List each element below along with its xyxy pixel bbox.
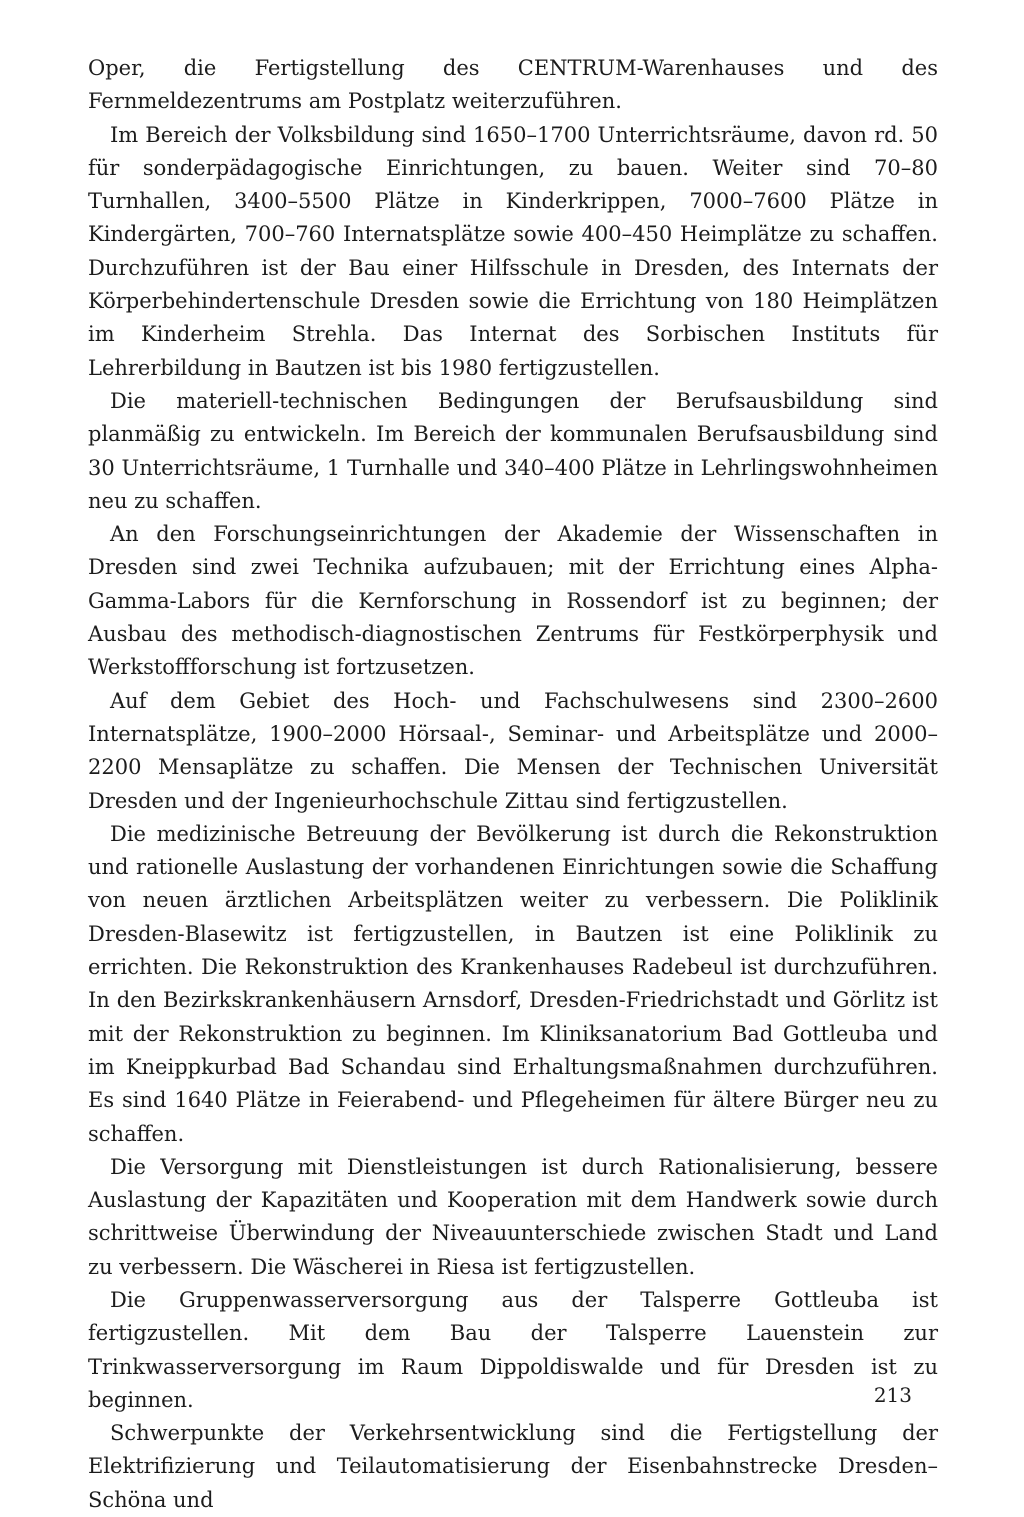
paragraph-volksbildung: Im Bereich der Volksbildung sind 1650–1700 Unterrichtsräume, davon rd. 50 für sonderpädagogische Einrichtungen, zu bauen. Weiter sind 70–80 Turnhallen, 3400–5500 Plätze in Kinderkrippen, 7000–7600 Plätze in Kindergärten, 700–760 Internatsplätze sowie 400–450 Heimplätze zu schaffen. Durchzuführen ist der Bau einer Hilfsschule in Dresden, des Internats der Körperbehindertenschule Dresden sowie die Errichtung von 180 Heimplätzen im Kinderheim Strehla. Das Internat des Sorbischen Instituts für Lehrerbildung in Bautzen ist bis 1980 fertigzustellen. <box>88 122 938 380</box>
paragraph-continuation: Oper, die Fertigstellung des CENTRUM-Warenhauses und des Fernmeldezentrums am Postplatz weiterzuführen. <box>88 56 938 114</box>
paragraph-verkehrsentwicklung: Schwerpunkte der Verkehrsentwicklung sind die Fertigstellung der Elektrifizierung und Teilautomatisierung der Eisenbahnstrecke Dresden–Schöna und <box>88 1421 938 1512</box>
paragraph-wasserversorgung: Die Gruppenwasserversorgung aus der Talsperre Gottleuba ist fertigzustellen. Mit dem Bau der Talsperre Lauenstein zur Trinkwasserversorgung im Raum Dippoldiswalde und für Dresden ist zu beginnen. <box>88 1287 938 1412</box>
paragraph-hochschulwesen: Auf dem Gebiet des Hoch- und Fachschulwesens sind 2300–2600 Internatsplätze, 1900–2000 Hörsaal-, Seminar- und Arbeitsplätze und 2000–2200 Mensaplätze zu schaffen. Die Mensen der Technischen Universität Dresden und der Ingenieurhochschule Zittau sind fertigzustellen. <box>88 688 938 813</box>
page-number: 213 <box>873 1383 912 1407</box>
paragraph-berufsausbildung: Die materiell-technischen Bedingungen der Berufsausbildung sind planmäßig zu entwickeln. Im Bereich der kommunalen Berufsausbildung sind 30 Unterrichtsräume, 1 Turnhalle und 340–400 Plätze in Lehrlingswohnheimen neu zu schaffen. <box>88 388 938 513</box>
paragraph-medizinische-betreuung: Die medizinische Betreuung der Bevölkerung ist durch die Rekonstruktion und rationelle Auslastung der vorhandenen Einrichtungen sowie die Schaffung von neuen ärztlichen Arbeitsplätzen weiter zu verbessern. Die Poliklinik Dresden-Blasewitz ist fertigzustellen, in Bautzen ist eine Poliklinik zu errichten. Die Rekonstruktion des Krankenhauses Radebeul ist durchzuführen. In den Bezirkskrankenhäusern Arnsdorf, Dresden-Friedrichstadt und Görlitz ist mit der Rekonstruktion zu beginnen. Im Kliniksanatorium Bad Gottleuba und im Kneippkurbad Bad Schandau sind Erhaltungsmaßnahmen durchzuführen. Es sind 1640 Plätze in Feierabend- und Pflegeheimen für ältere Bürger neu zu schaffen. <box>88 821 938 1146</box>
paragraph-dienstleistungen: Die Versorgung mit Dienstleistungen ist durch Rationalisierung, bessere Auslastung der Kapazitäten und Kooperation mit dem Handwerk sowie durch schrittweise Überwindung der Niveauunterschiede zwischen Stadt und Land zu verbessern. Die Wäscherei in Riesa ist fertigzustellen. <box>88 1154 938 1279</box>
paragraph-forschung: An den Forschungseinrichtungen der Akademie der Wissenschaften in Dresden sind zwei Technika aufzubauen; mit der Errichtung eines Alpha-Gamma-Labors für die Kernforschung in Rossendorf ist zu beginnen; der Ausbau des methodisch-diagnostischen Zentrums für Festkörperphysik und Werkstoffforschung ist fortzusetzen. <box>88 522 938 680</box>
